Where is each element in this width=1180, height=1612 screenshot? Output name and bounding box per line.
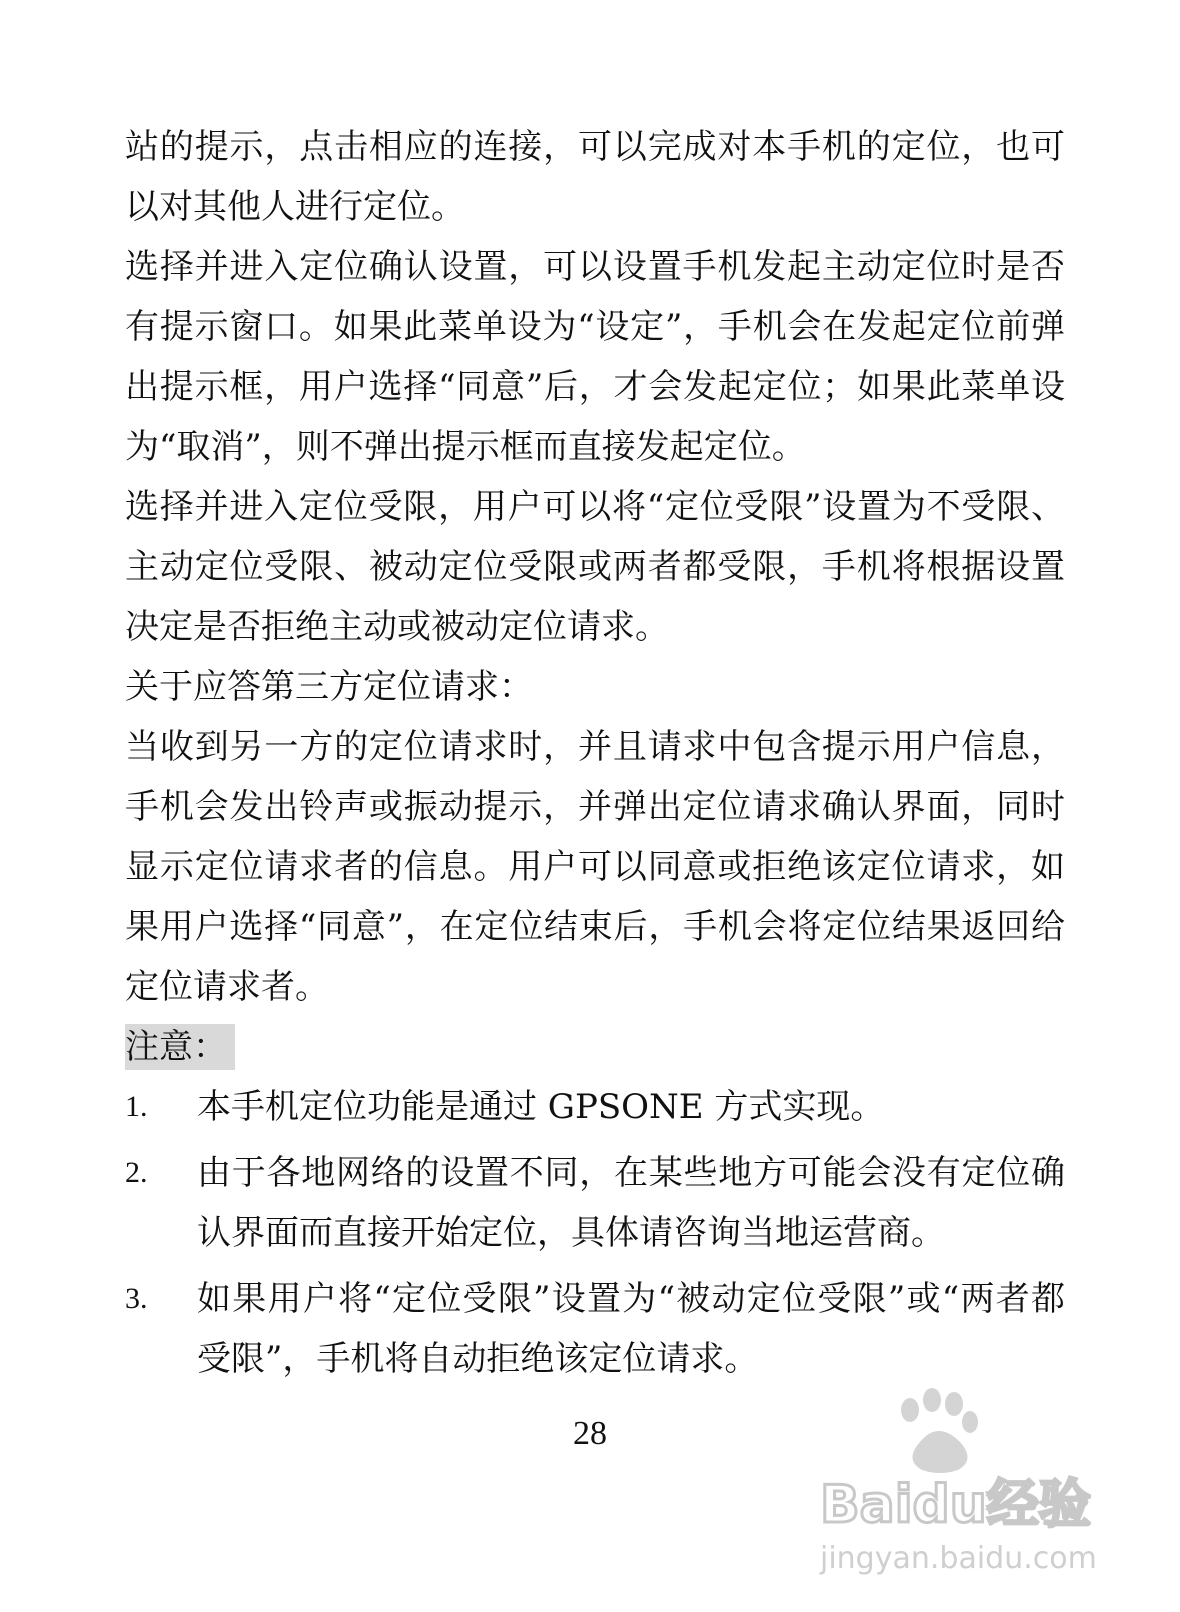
watermark-url-lettering: jingyan.baidu.com bbox=[820, 1541, 1097, 1576]
note-heading: 注意： bbox=[125, 1024, 235, 1070]
baidu-watermark-logo bbox=[800, 1380, 1100, 1580]
page-content bbox=[125, 117, 1065, 1395]
paragraph-location-confirm-settings: 选择并进入定位确认设置，可以设置手机发起主动定位时是否有提示窗口。如果此菜单设为“设定”，手机会在发起定位前弹出提示框，用户选择“同意”后，才会发起定位；如果此菜单设为“取消”，则不弹出提示框而直接发起定位。 bbox=[125, 247, 1065, 467]
paragraph-third-party-heading: 关于应答第三方定位请求： bbox=[125, 667, 533, 707]
note-item bbox=[125, 1143, 1065, 1263]
note-item bbox=[125, 1269, 1065, 1389]
note-item-text: 本手机定位功能是通过 GPSONE 方式实现。 bbox=[197, 1087, 885, 1127]
paragraph-location-restriction: 选择并进入定位受限，用户可以将“定位受限”设置为不受限、主动定位受限、被动定位受限或两者都受限，手机将根据设置决定是否拒绝主动或被动定位请求。 bbox=[125, 487, 1065, 647]
note-item-number: 2. bbox=[125, 1156, 148, 1189]
note-list bbox=[125, 1077, 1065, 1389]
note-item-number: 1. bbox=[125, 1090, 148, 1123]
paragraph-location-site-hint: 站的提示，点击相应的连接，可以完成对本手机的定位，也可以对其他人进行定位。 bbox=[125, 127, 1065, 227]
note-item bbox=[125, 1077, 1065, 1137]
note-item-text: 由于各地网络的设置不同，在某些地方可能会没有定位确认界面而直接开始定位，具体请咨询当地运营商。 bbox=[197, 1153, 1065, 1253]
note-item-text: 如果用户将“定位受限”设置为“被动定位受限”或“两者都受限”，手机将自动拒绝该定位请求。 bbox=[197, 1279, 1065, 1379]
page-number: 28 bbox=[573, 1415, 607, 1452]
note-item-number: 3. bbox=[125, 1282, 148, 1315]
paragraph-third-party-request: 当收到另一方的定位请求时，并且请求中包含提示用户信息，手机会发出铃声或振动提示，并弹出定位请求确认界面，同时显示定位请求者的信息。用户可以同意或拒绝该定位请求，如果用户选择“同意”，在定位结束后，手机会将定位结果返回给定位请求者。 bbox=[125, 727, 1065, 1007]
watermark-brand-lettering: Baidu经验 bbox=[820, 1475, 1091, 1535]
